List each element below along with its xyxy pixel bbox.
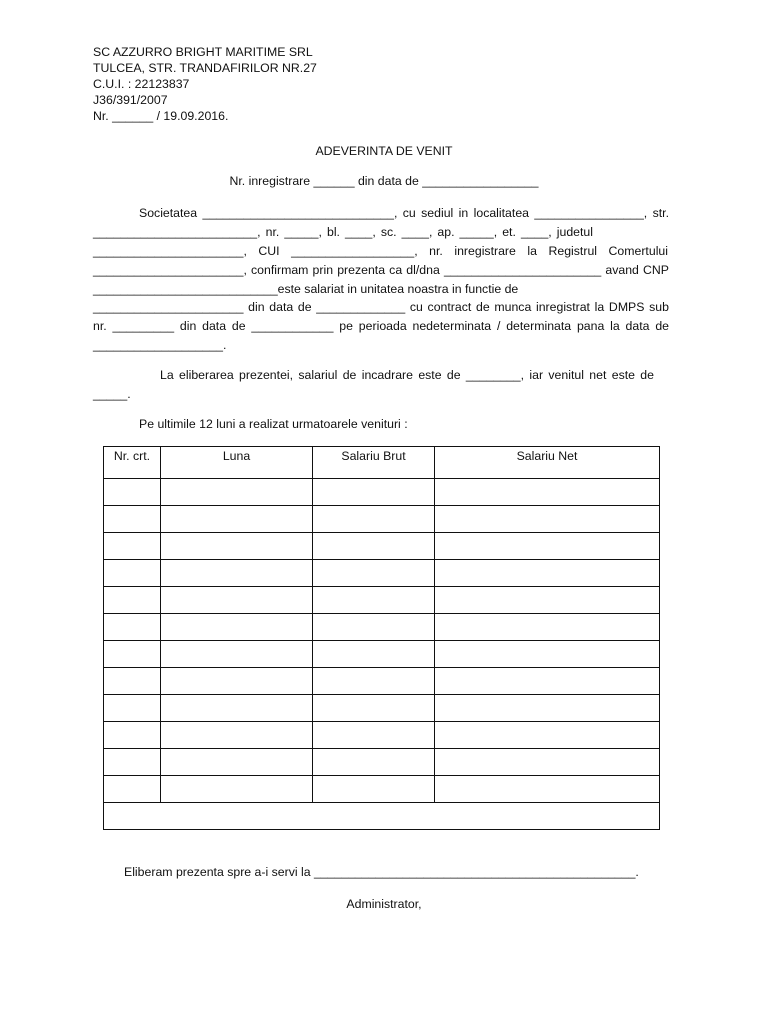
table-cell[interactable] xyxy=(435,506,660,533)
table-cell[interactable] xyxy=(313,749,435,776)
table-cell[interactable] xyxy=(104,560,161,587)
table-cell[interactable] xyxy=(104,533,161,560)
table-cell[interactable] xyxy=(104,749,161,776)
paragraph-line: ______________________, confirmam prin prezenta ca dl/dna _______________________ avand CNP xyxy=(93,263,669,277)
document-title: ADEVERINTA DE VENIT xyxy=(315,144,453,158)
table-cell[interactable] xyxy=(435,668,660,695)
table-row xyxy=(104,560,660,587)
table-row xyxy=(104,614,660,641)
income-table xyxy=(103,446,660,830)
table-cell[interactable] xyxy=(435,587,660,614)
company-registration: J36/391/2007 xyxy=(93,93,168,107)
column-header-salariu-net: Salariu Net xyxy=(435,447,660,479)
income-intro: Pe ultimile 12 luni a realizat urmatoarele venituri : xyxy=(139,417,408,431)
table-cell[interactable] xyxy=(313,614,435,641)
table-cell[interactable] xyxy=(161,776,313,803)
company-name: SC AZZURRO BRIGHT MARITIME SRL xyxy=(93,45,313,59)
table-row xyxy=(104,479,660,506)
document-number-date: Nr. ______ / 19.09.2016. xyxy=(93,109,229,123)
table-header-row xyxy=(104,447,660,479)
table-cell[interactable] xyxy=(313,533,435,560)
table-cell[interactable] xyxy=(313,668,435,695)
table-cell[interactable] xyxy=(313,560,435,587)
table-cell[interactable] xyxy=(313,776,435,803)
table-cell[interactable] xyxy=(161,506,313,533)
paragraph-line: Societatea ____________________________, cu sediul in localitatea ________________, str. xyxy=(139,206,669,220)
table-cell[interactable] xyxy=(161,749,313,776)
table-cell[interactable] xyxy=(104,695,161,722)
table-cell[interactable] xyxy=(313,722,435,749)
column-header-luna: Luna xyxy=(161,447,313,479)
table-row xyxy=(104,776,660,803)
table-total-cell[interactable] xyxy=(104,803,660,830)
table-row xyxy=(104,749,660,776)
table-cell[interactable] xyxy=(161,614,313,641)
table-row xyxy=(104,587,660,614)
table-cell[interactable] xyxy=(435,722,660,749)
paragraph-line: nr. _________ din data de ____________ pe perioada nedeterminata / determinata pana la data de xyxy=(93,319,669,333)
table-row xyxy=(104,722,660,749)
table-cell[interactable] xyxy=(435,776,660,803)
company-cui: C.U.I. : 22123837 xyxy=(93,77,190,91)
table-cell[interactable] xyxy=(104,506,161,533)
table-footer-row xyxy=(104,803,660,830)
table-cell[interactable] xyxy=(313,695,435,722)
company-address: TULCEA, STR. TRANDAFIRILOR NR.27 xyxy=(93,61,317,75)
table-cell[interactable] xyxy=(104,479,161,506)
table-cell[interactable] xyxy=(161,479,313,506)
table-cell[interactable] xyxy=(161,587,313,614)
table-row xyxy=(104,668,660,695)
table-row xyxy=(104,641,660,668)
table-cell[interactable] xyxy=(435,749,660,776)
table-cell[interactable] xyxy=(435,560,660,587)
column-header-salariu-brut: Salariu Brut xyxy=(313,447,435,479)
column-header-nr-crt: Nr. crt. xyxy=(104,447,161,479)
table-cell[interactable] xyxy=(313,587,435,614)
table-cell[interactable] xyxy=(435,479,660,506)
table-cell[interactable] xyxy=(161,641,313,668)
table-cell[interactable] xyxy=(161,695,313,722)
table-cell[interactable] xyxy=(104,587,161,614)
salary-line-end: _____. xyxy=(93,387,131,401)
purpose-line: Eliberam prezenta spre a-i servi la _______________________________________________. xyxy=(124,865,639,879)
registration-line: Nr. inregistrare ______ din data de _________________ xyxy=(229,174,539,188)
table-cell[interactable] xyxy=(435,533,660,560)
table-cell[interactable] xyxy=(161,668,313,695)
table-row xyxy=(104,533,660,560)
income-table-body xyxy=(104,479,660,830)
signature-label: Administrator, xyxy=(346,897,422,911)
table-cell[interactable] xyxy=(435,614,660,641)
salary-line: La eliberarea prezentei, salariul de incadrare este de ________, iar venitul net este de xyxy=(160,368,654,382)
paragraph-line: ________________________, nr. _____, bl. ____, sc. ____, ap. _____, et. ____, judetul xyxy=(93,225,593,239)
table-cell[interactable] xyxy=(313,506,435,533)
paragraph-line: ______________________ din data de _____________ cu contract de munca inregistrat la DMPS sub xyxy=(93,300,669,314)
table-cell[interactable] xyxy=(104,614,161,641)
table-cell[interactable] xyxy=(313,479,435,506)
table-cell[interactable] xyxy=(104,776,161,803)
table-row xyxy=(104,695,660,722)
table-cell[interactable] xyxy=(104,722,161,749)
table-cell[interactable] xyxy=(313,641,435,668)
paragraph-line: ______________________, CUI __________________, nr. inregistrare la Registrul Comertului xyxy=(93,244,668,258)
paragraph-line: ___________________. xyxy=(93,338,227,352)
table-cell[interactable] xyxy=(161,533,313,560)
table-row xyxy=(104,506,660,533)
table-cell[interactable] xyxy=(435,695,660,722)
table-cell[interactable] xyxy=(104,641,161,668)
table-cell[interactable] xyxy=(435,641,660,668)
table-cell[interactable] xyxy=(161,722,313,749)
table-cell[interactable] xyxy=(161,560,313,587)
table-cell[interactable] xyxy=(104,668,161,695)
paragraph-line: ___________________________este salariat in unitatea noastra in functie de xyxy=(93,282,519,296)
